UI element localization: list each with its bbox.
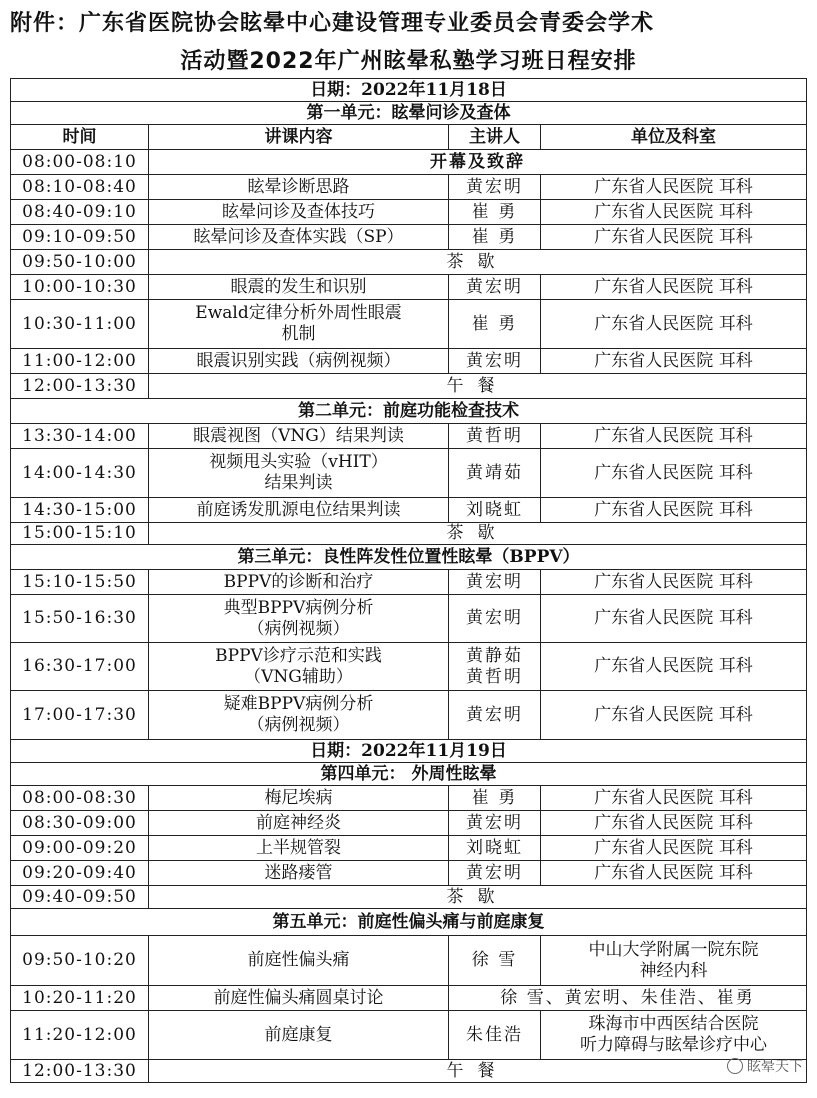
content-cell: 典型BPPV病例分析 （病例视频） xyxy=(149,595,449,643)
speaker-cell: 黄靖茹 xyxy=(449,449,541,498)
column-header-row xyxy=(11,125,807,150)
table-row xyxy=(11,424,807,449)
speaker-cell: 黄宏明 xyxy=(449,175,541,200)
speaker-cell: 刘晓虹 xyxy=(449,836,541,861)
content-cell: 视频甩头实验（vHIT） 结果判读 xyxy=(149,449,449,498)
unit-cell: 广东省人民医院 耳科 xyxy=(541,225,807,250)
unit-cell: 广东省人民医院 耳科 xyxy=(541,811,807,836)
unit-cell: 广东省人民医院 耳科 xyxy=(541,643,807,691)
speaker-cell: 黄静茹 黄哲明 xyxy=(449,643,541,691)
content-cell: 迷路瘘管 xyxy=(149,861,449,886)
time-cell: 11:00-12:00 xyxy=(11,349,149,374)
section-row xyxy=(11,740,807,763)
section-row xyxy=(11,763,807,786)
table-row xyxy=(11,1060,807,1083)
content-cell: 前庭诱发肌源电位结果判读 xyxy=(149,498,449,523)
table-row xyxy=(11,275,807,300)
break-label: 茶歇 xyxy=(149,886,807,909)
table-row xyxy=(11,986,807,1011)
unit-cell: 广东省人民医院 耳科 xyxy=(541,300,807,349)
time-cell: 09:10-09:50 xyxy=(11,225,149,250)
content-cell: 眼震的发生和识别 xyxy=(149,275,449,300)
time-cell: 09:00-09:20 xyxy=(11,836,149,861)
speaker-cell: 朱佳浩 xyxy=(449,1011,541,1060)
table-row xyxy=(11,595,807,643)
column-header: 时间 xyxy=(11,125,149,150)
wechat-icon xyxy=(727,1058,743,1074)
time-cell: 14:30-15:00 xyxy=(11,498,149,523)
speaker-cell: 黄宏明 xyxy=(449,275,541,300)
content-cell: 疑难BPPV病例分析 （病例视频） xyxy=(149,691,449,740)
watermark-text: 眩晕天下 xyxy=(747,1059,803,1075)
time-cell: 10:30-11:00 xyxy=(11,300,149,349)
unit-cell: 广东省人民医院 耳科 xyxy=(541,595,807,643)
table-row xyxy=(11,250,807,275)
column-header: 主讲人 xyxy=(449,125,541,150)
session-title: 开幕及致辞 xyxy=(149,150,807,175)
time-cell: 12:00-13:30 xyxy=(11,374,149,399)
table-row xyxy=(11,349,807,374)
content-cell: 眩晕诊断思路 xyxy=(149,175,449,200)
table-row xyxy=(11,175,807,200)
unit-cell: 广东省人民医院 耳科 xyxy=(541,691,807,740)
content-cell: 前庭康复 xyxy=(149,1011,449,1060)
speaker-cell: 黄宏明 xyxy=(449,570,541,595)
table-row xyxy=(11,150,807,175)
speaker-cell: 崔 勇 xyxy=(449,300,541,349)
unit-cell: 广东省人民医院 耳科 xyxy=(541,349,807,374)
unit-cell: 广东省人民医院 耳科 xyxy=(541,175,807,200)
time-cell: 10:20-11:20 xyxy=(11,986,149,1011)
table-row xyxy=(11,811,807,836)
time-cell: 10:00-10:30 xyxy=(11,275,149,300)
time-cell: 17:00-17:30 xyxy=(11,691,149,740)
unit-cell: 广东省人民医院 耳科 xyxy=(541,836,807,861)
section-row xyxy=(11,79,807,102)
section-title: 第四单元： 外周性眩晕 xyxy=(11,763,807,786)
content-cell: BPPV的诊断和治疗 xyxy=(149,570,449,595)
table-row xyxy=(11,449,807,498)
time-cell: 14:00-14:30 xyxy=(11,449,149,498)
content-cell: 眼震视图（VNG）结果判读 xyxy=(149,424,449,449)
section-title: 第一单元：眩晕问诊及查体 xyxy=(11,102,807,125)
speaker-cell: 黄哲明 xyxy=(449,424,541,449)
table-row xyxy=(11,786,807,811)
table-row xyxy=(11,936,807,986)
time-cell: 09:50-10:00 xyxy=(11,250,149,275)
document-title-line-2: 活动暨2022年广州眩晕私塾学习班日程安排 xyxy=(180,49,637,74)
content-cell: Ewald定律分析外周性眼震 机制 xyxy=(149,300,449,349)
wechat-watermark xyxy=(727,1056,803,1076)
speaker-cell: 黄宏明 xyxy=(449,811,541,836)
section-row xyxy=(11,399,807,424)
section-row xyxy=(11,545,807,570)
content-cell: 眩晕问诊及查体技巧 xyxy=(149,200,449,225)
content-cell: 眼震识别实践（病例视频） xyxy=(149,349,449,374)
time-cell: 15:10-15:50 xyxy=(11,570,149,595)
section-title: 第五单元：前庭性偏头痛与前庭康复 xyxy=(11,909,807,936)
table-row xyxy=(11,374,807,399)
table-row xyxy=(11,691,807,740)
break-label: 午餐 xyxy=(149,1060,807,1083)
table-row xyxy=(11,643,807,691)
time-cell: 09:50-10:20 xyxy=(11,936,149,986)
time-cell: 12:00-13:30 xyxy=(11,1060,149,1083)
break-label: 茶歇 xyxy=(149,250,807,275)
speaker-cell: 崔 勇 xyxy=(449,200,541,225)
unit-cell: 珠海市中西医结合医院 听力障碍与眩晕诊疗中心 xyxy=(541,1011,807,1060)
time-cell: 09:20-09:40 xyxy=(11,861,149,886)
speaker-cell: 崔 勇 xyxy=(449,225,541,250)
speaker-cell: 徐 雪 xyxy=(449,936,541,986)
content-cell: 前庭性偏头痛圆桌讨论 xyxy=(149,986,449,1011)
document-title-line-1: 附件：广东省医院协会眩晕中心建设管理专业委员会青委会学术 xyxy=(10,11,655,36)
unit-cell: 广东省人民医院 耳科 xyxy=(541,200,807,225)
content-cell: 前庭神经炎 xyxy=(149,811,449,836)
table-row xyxy=(11,498,807,523)
table-row xyxy=(11,861,807,886)
unit-cell: 广东省人民医院 耳科 xyxy=(541,449,807,498)
section-title: 第三单元：良性阵发性位置性眩晕（BPPV） xyxy=(11,545,807,570)
time-cell: 11:20-12:00 xyxy=(11,1011,149,1060)
section-title: 第二单元：前庭功能检查技术 xyxy=(11,399,807,424)
time-cell: 15:00-15:10 xyxy=(11,523,149,545)
speaker-cell: 黄宏明 xyxy=(449,861,541,886)
time-cell: 08:10-08:40 xyxy=(11,175,149,200)
time-cell: 08:00-08:10 xyxy=(11,150,149,175)
content-cell: 梅尼埃病 xyxy=(149,786,449,811)
time-cell: 16:30-17:00 xyxy=(11,643,149,691)
speaker-cell: 刘晓虹 xyxy=(449,498,541,523)
table-row xyxy=(11,836,807,861)
table-row xyxy=(11,570,807,595)
section-row xyxy=(11,102,807,125)
speaker-cell: 黄宏明 xyxy=(449,595,541,643)
table-row xyxy=(11,886,807,909)
time-cell: 13:30-14:00 xyxy=(11,424,149,449)
column-header: 讲课内容 xyxy=(149,125,449,150)
table-row xyxy=(11,523,807,545)
unit-cell: 广东省人民医院 耳科 xyxy=(541,424,807,449)
speaker-cell: 崔 勇 xyxy=(449,786,541,811)
unit-cell: 广东省人民医院 耳科 xyxy=(541,275,807,300)
speaker-cell: 黄宏明 xyxy=(449,691,541,740)
column-header: 单位及科室 xyxy=(541,125,807,150)
time-cell: 08:30-09:00 xyxy=(11,811,149,836)
schedule-table xyxy=(10,78,807,1083)
time-cell: 08:40-09:10 xyxy=(11,200,149,225)
section-row xyxy=(11,909,807,936)
table-row xyxy=(11,1011,807,1060)
unit-cell: 广东省人民医院 耳科 xyxy=(541,786,807,811)
table-row xyxy=(11,200,807,225)
section-title: 日期：2022年11月18日 xyxy=(11,79,807,102)
unit-cell: 广东省人民医院 耳科 xyxy=(541,861,807,886)
unit-cell: 广东省人民医院 耳科 xyxy=(541,570,807,595)
section-title: 日期：2022年11月19日 xyxy=(11,740,807,763)
unit-cell: 中山大学附属一院东院 神经内科 xyxy=(541,936,807,986)
content-cell: 前庭性偏头痛 xyxy=(149,936,449,986)
content-cell: 眩晕问诊及查体实践（SP） xyxy=(149,225,449,250)
speakers-cell: 徐 雪、黄宏明、朱佳浩、崔勇 xyxy=(449,986,807,1011)
table-row xyxy=(11,300,807,349)
table-row xyxy=(11,225,807,250)
unit-cell: 广东省人民医院 耳科 xyxy=(541,498,807,523)
break-label: 茶歇 xyxy=(149,523,807,545)
break-label: 午餐 xyxy=(149,374,807,399)
time-cell: 09:40-09:50 xyxy=(11,886,149,909)
content-cell: BPPV诊疗示范和实践 （VNG辅助） xyxy=(149,643,449,691)
time-cell: 15:50-16:30 xyxy=(11,595,149,643)
time-cell: 08:00-08:30 xyxy=(11,786,149,811)
speaker-cell: 黄宏明 xyxy=(449,349,541,374)
content-cell: 上半规管裂 xyxy=(149,836,449,861)
